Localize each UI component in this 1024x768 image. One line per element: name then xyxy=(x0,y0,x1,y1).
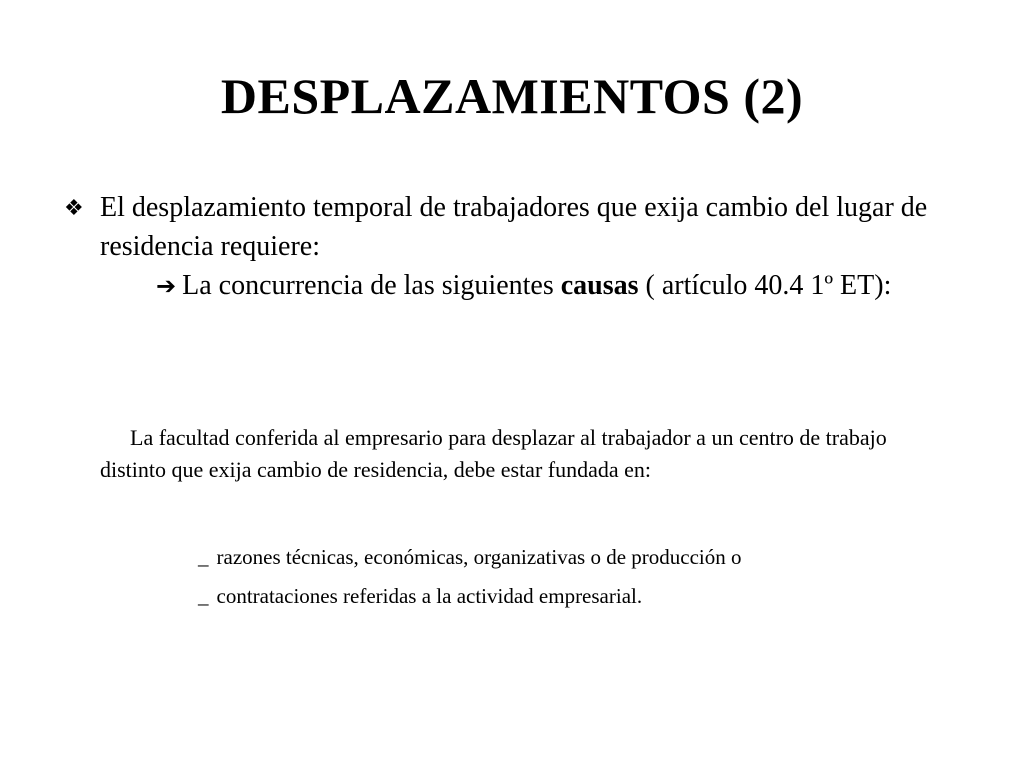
sub-point-text-after: ( artículo 40.4 1º ET): xyxy=(638,270,892,301)
list-marker: _ xyxy=(198,584,209,608)
list-item xyxy=(198,542,742,572)
list-item-text: razones técnicas, económicas, organizativas o de producción o xyxy=(216,545,742,569)
sub-point-text-before: La concurrencia de las siguientes xyxy=(182,270,561,301)
list-item xyxy=(198,581,642,611)
bullet-item xyxy=(64,188,954,266)
diamond-bullet-icon: ❖ xyxy=(64,195,84,220)
explanatory-paragraph: La facultad conferida al empresario para desplazar al trabajador a un centro de trabajo distinto que exija cambio de residencia, debe estar fundada en: xyxy=(100,425,887,482)
list-item-text: contrataciones referidas a la actividad empresarial. xyxy=(216,584,643,608)
slide-title: DESPLAZAMIENTOS (2) xyxy=(220,68,804,124)
bullet-block xyxy=(64,188,954,306)
sub-point-bold-word: causas xyxy=(560,270,639,301)
bullet-text: El desplazamiento temporal de trabajadores que exija cambio del lugar de residencia requiere: xyxy=(100,192,928,262)
arrow-right-icon: ➔ xyxy=(156,272,177,300)
sub-point xyxy=(100,266,954,306)
list-marker: _ xyxy=(198,545,209,569)
